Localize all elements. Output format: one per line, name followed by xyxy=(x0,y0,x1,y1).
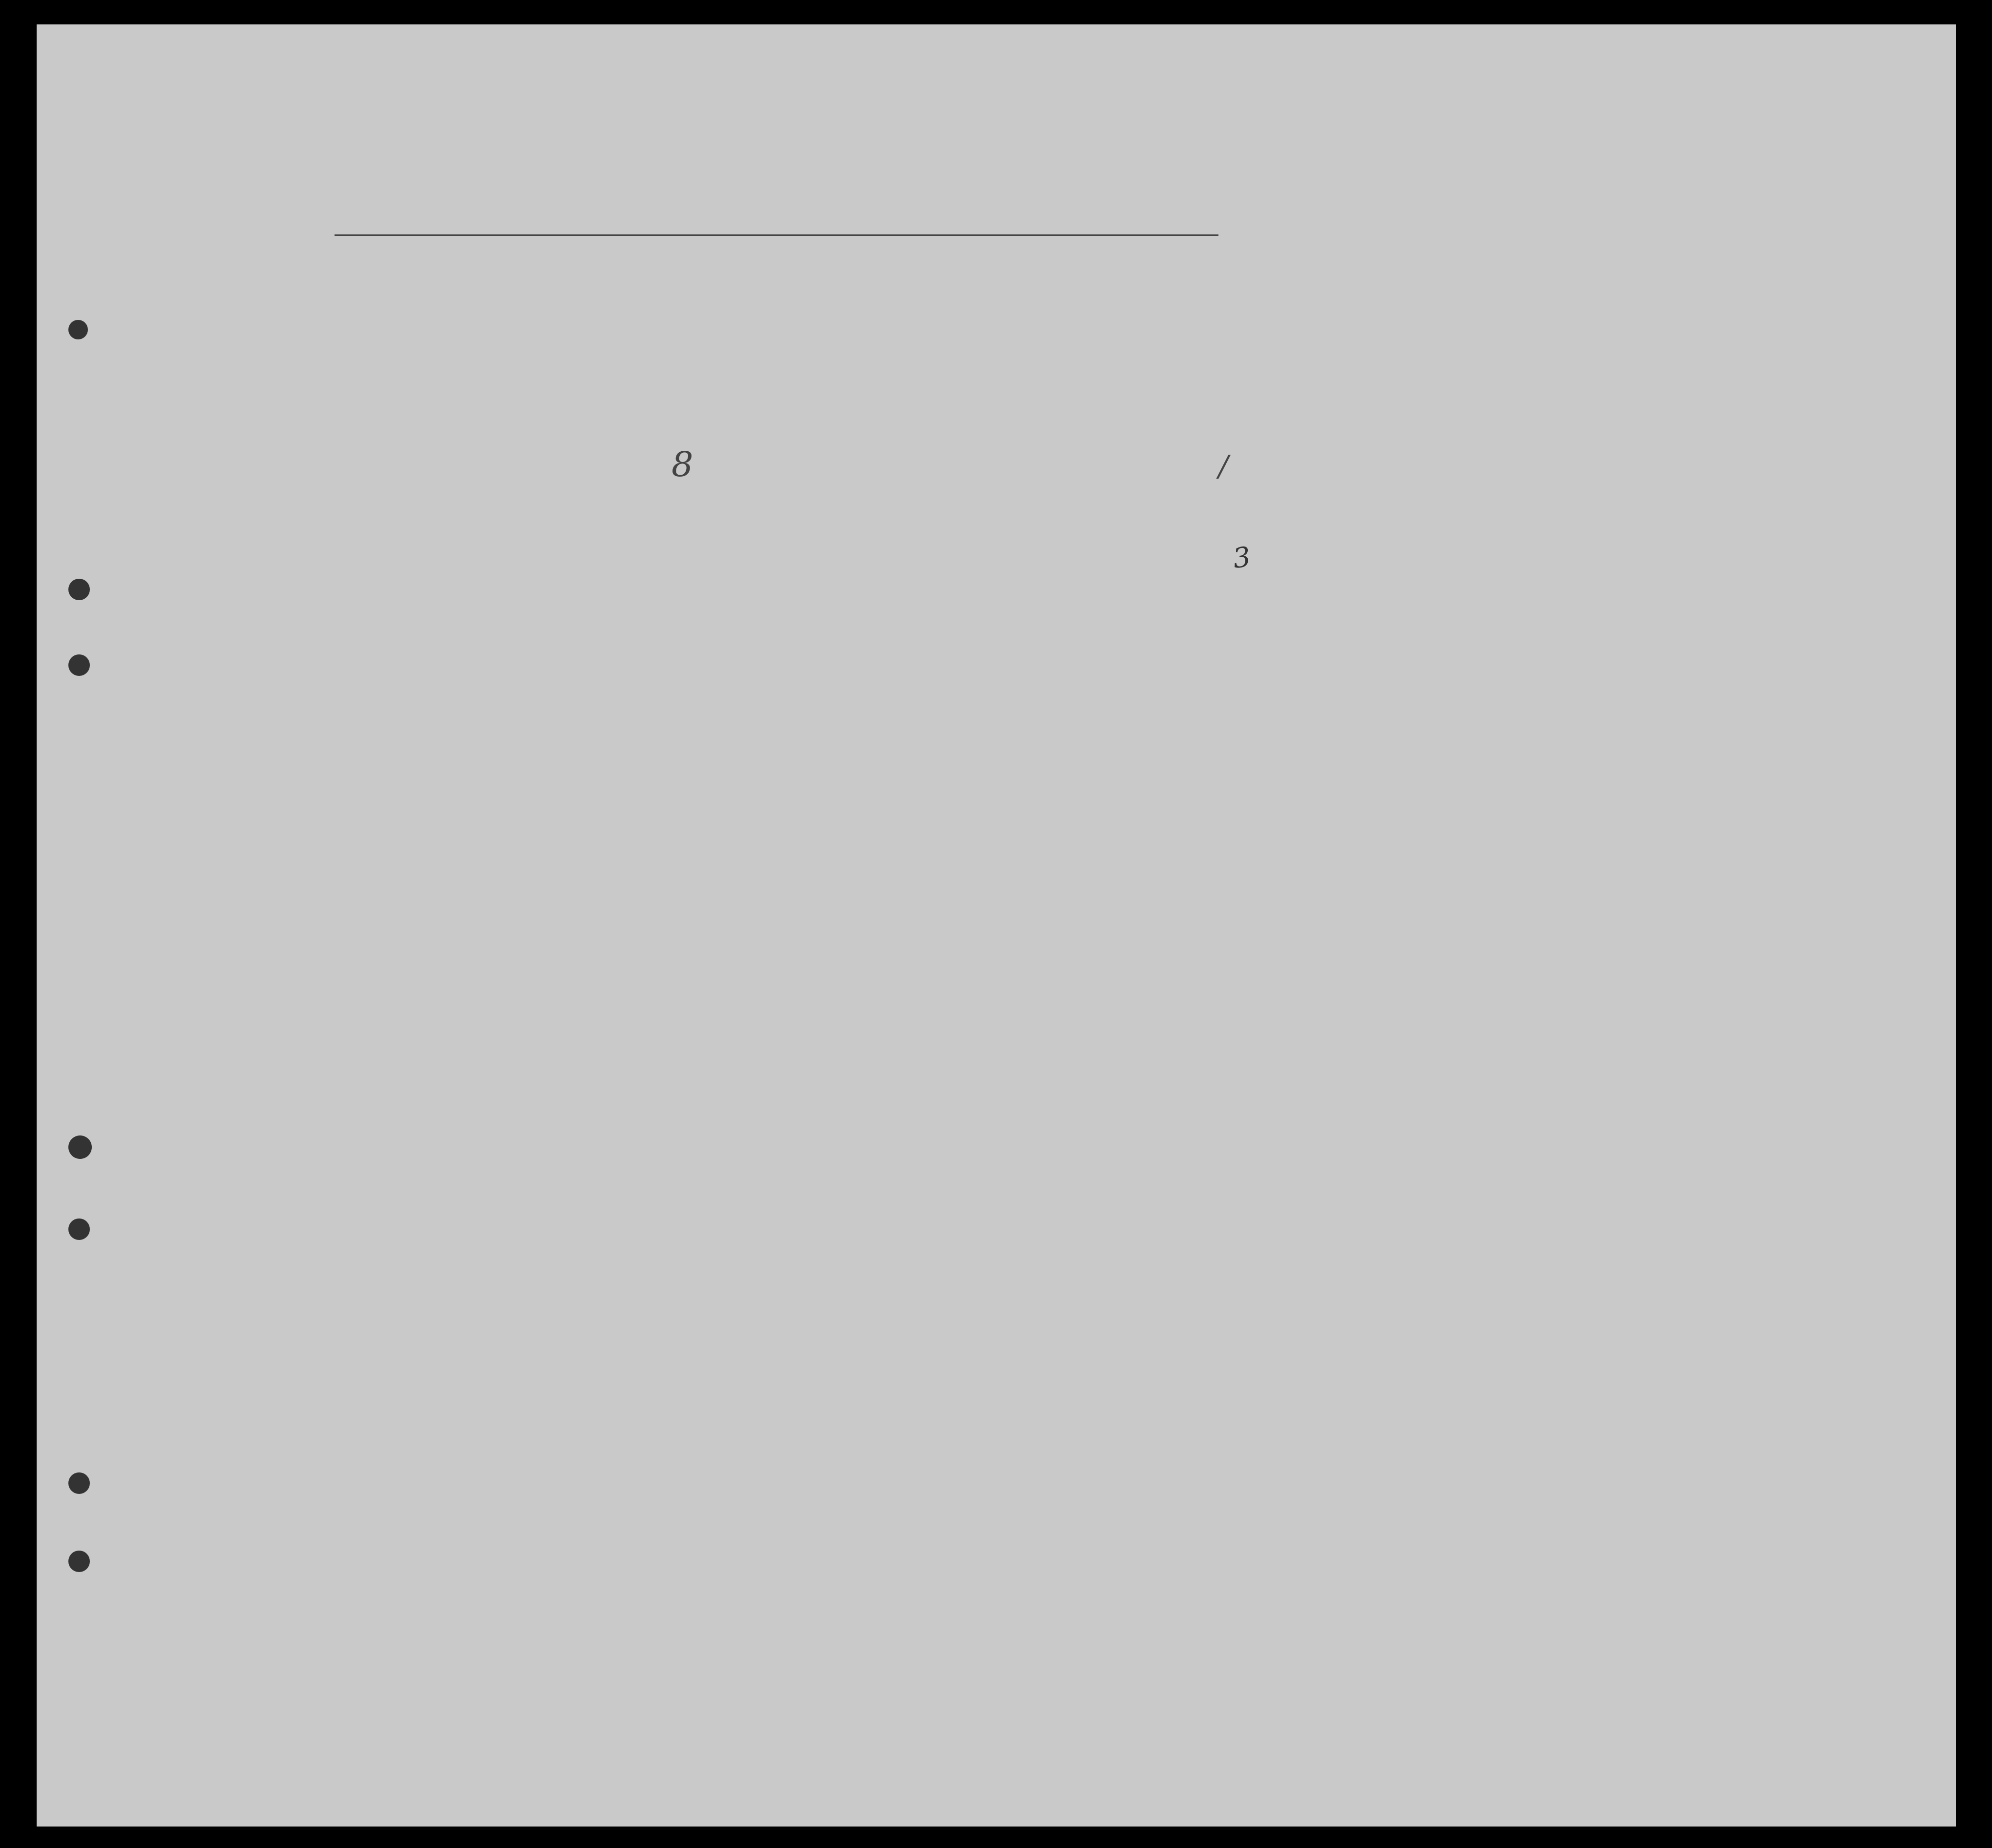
punch-hole xyxy=(68,1135,92,1159)
punch-hole xyxy=(68,654,90,676)
punch-hole xyxy=(68,579,90,600)
manifest-grid xyxy=(37,24,1956,1827)
manifest-sheet xyxy=(37,24,1956,1827)
punch-hole xyxy=(68,320,88,339)
handwritten-check-mark: / xyxy=(1218,449,1229,483)
punch-hole xyxy=(68,1218,90,1240)
handwritten-length-mark: 3 xyxy=(1231,541,1253,575)
punch-hole xyxy=(68,1472,90,1494)
punch-hole xyxy=(68,1551,90,1572)
handwritten-amount-mark: 8 xyxy=(671,444,693,484)
